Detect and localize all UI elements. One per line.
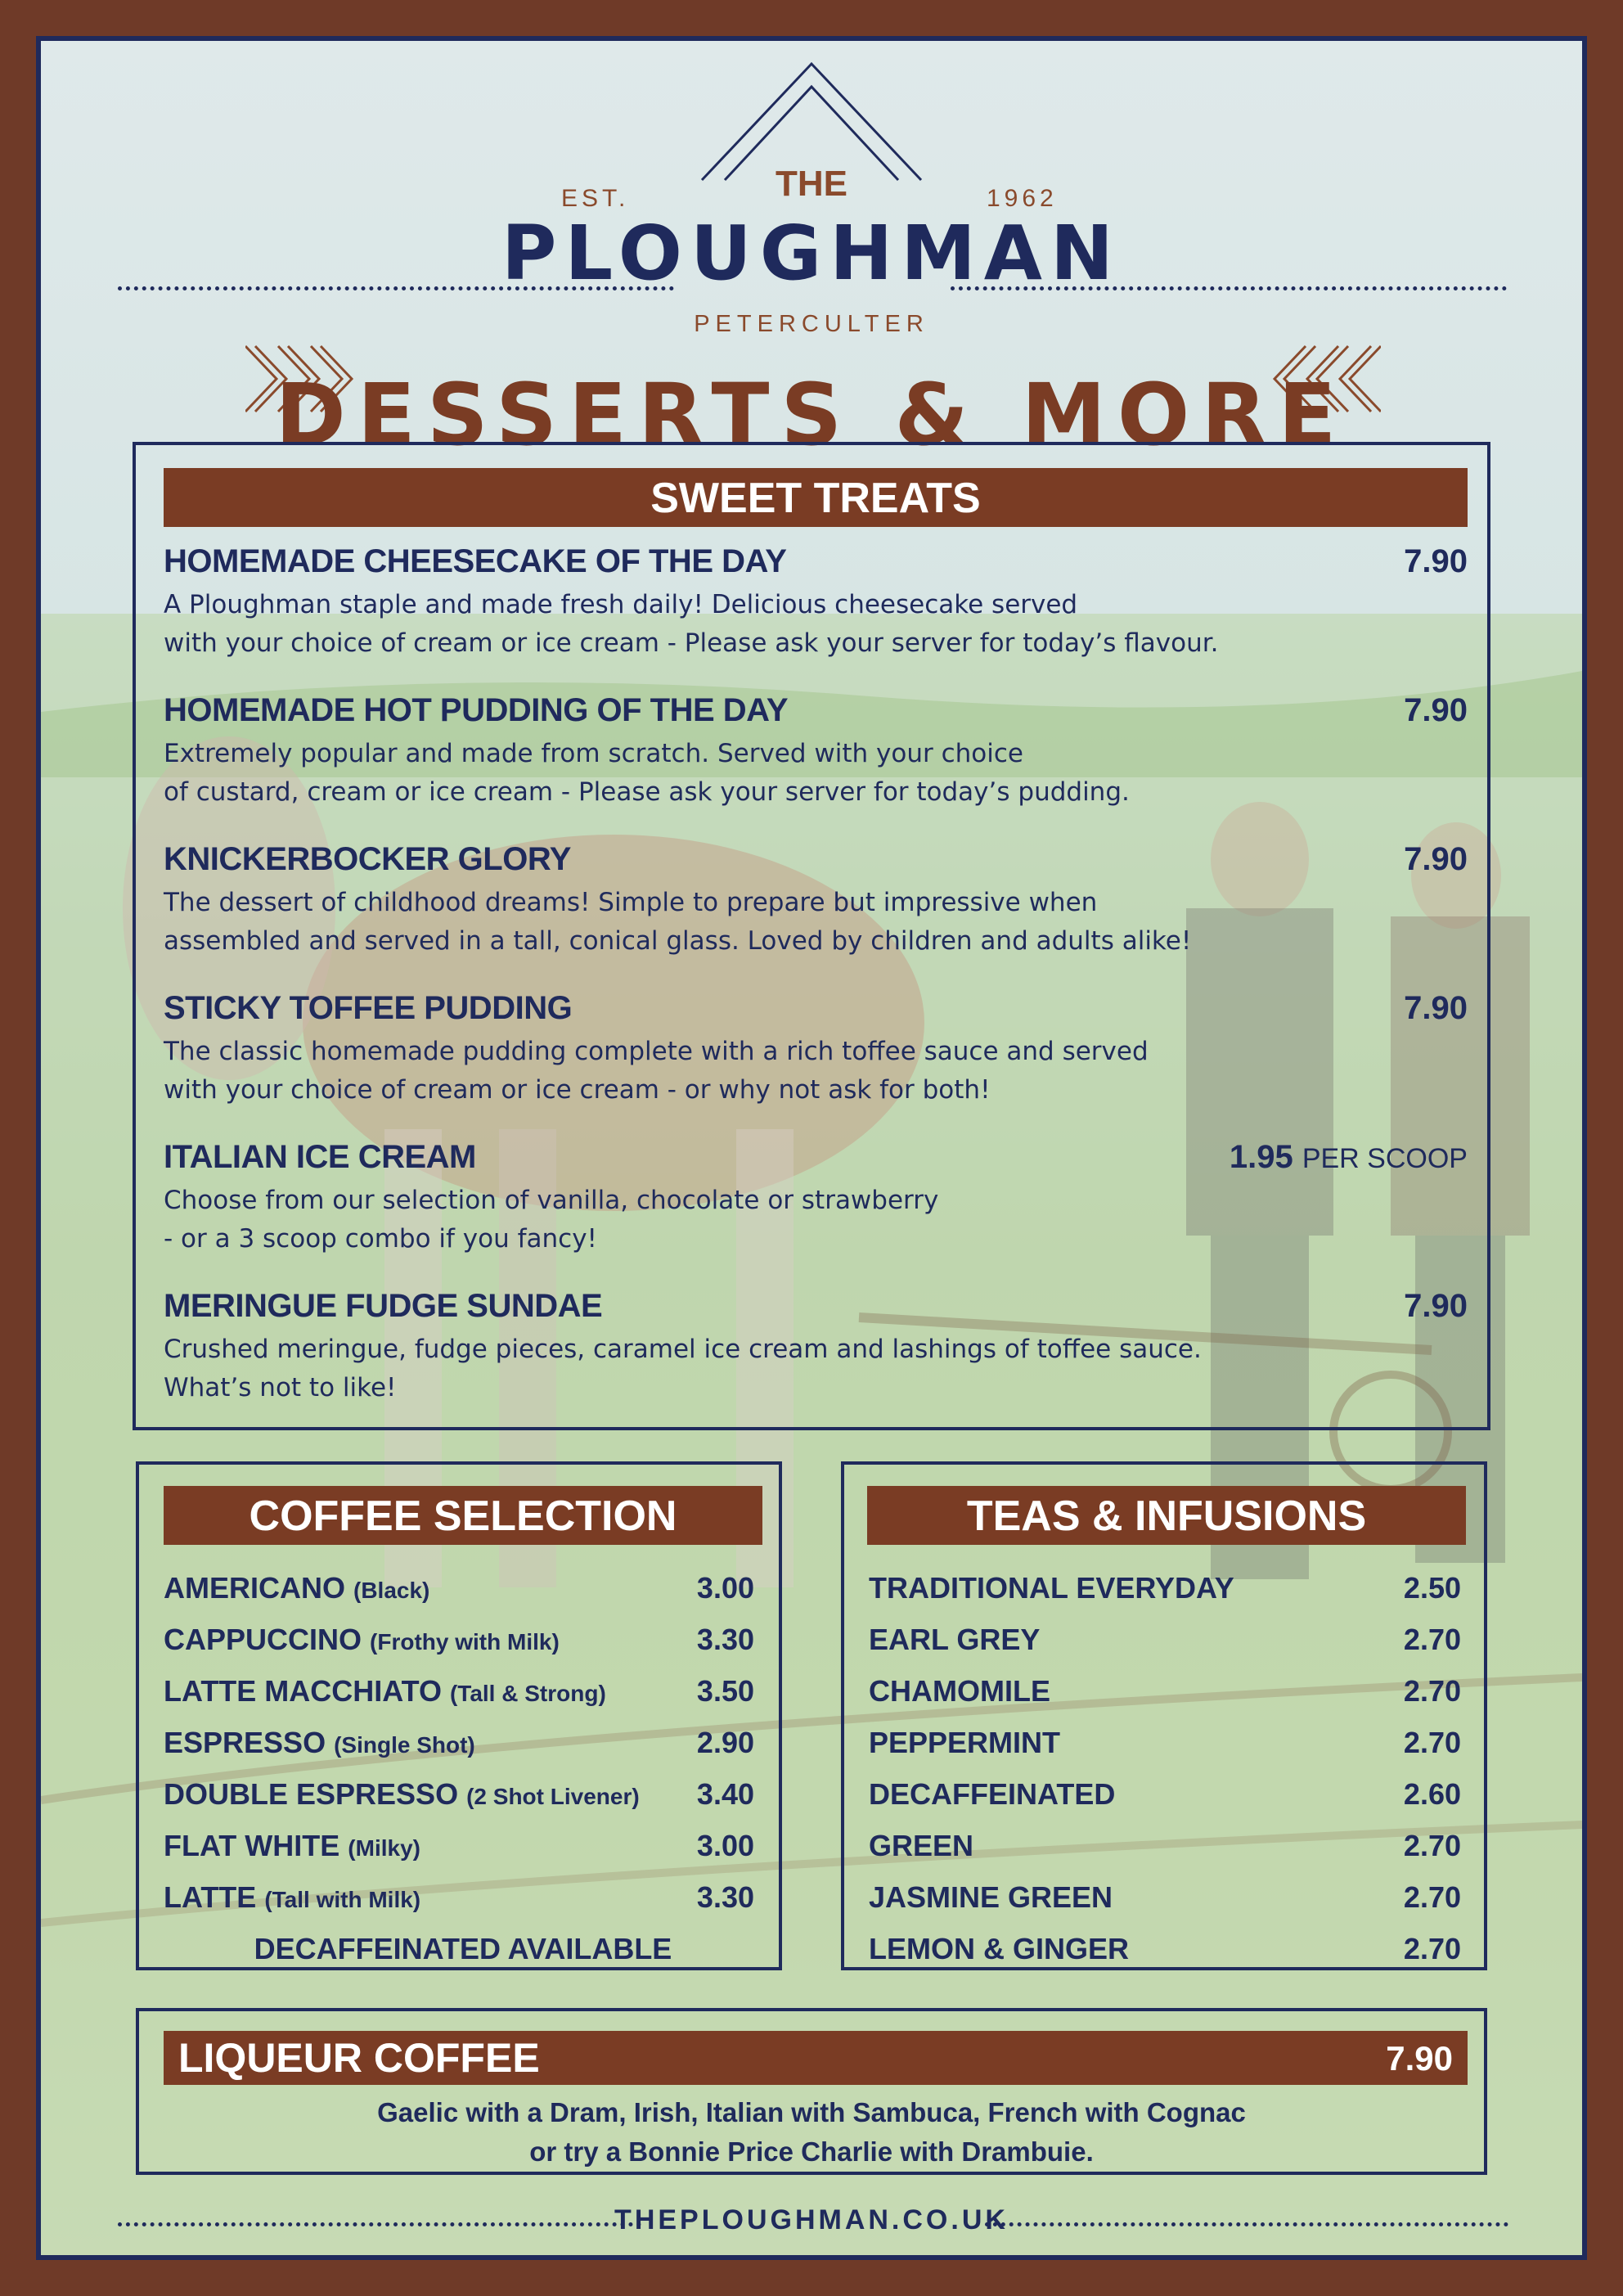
tea-item: JASMINE GREEN — [869, 1880, 1113, 1914]
item-description: The classic homemade pudding complete with a rich toffee sauce and served with your choice of cream or ice cream - or why not ask for both! — [164, 1037, 1149, 1105]
liqueur-heading: LIQUEUR COFFEE — [178, 2035, 540, 2081]
item-price: 7.90 — [1404, 692, 1468, 728]
decaf-note: DECAFFEINATED AVAILABLE — [254, 1932, 672, 1965]
tea-item: DECAFFEINATED — [869, 1777, 1116, 1811]
item-price: 1.95 PER SCOOP — [1229, 1139, 1468, 1175]
tea-price: 2.70 — [1403, 1726, 1461, 1759]
coffee-price: 2.90 — [696, 1726, 754, 1759]
item-name: MERINGUE FUDGE SUNDAE — [164, 1288, 603, 1324]
logo-brand-name: PLOUGHMAN — [501, 209, 1122, 297]
item-name: STICKY TOFFEE PUDDING — [164, 990, 573, 1026]
coffee-price: 3.50 — [696, 1674, 754, 1708]
coffee-price: 3.40 — [696, 1777, 754, 1811]
item-name: KNICKERBOCKER GLORY — [164, 841, 571, 877]
tea-item: LEMON & GINGER — [869, 1932, 1130, 1965]
logo-the: THE — [776, 164, 847, 204]
tea-price: 2.70 — [1403, 1932, 1461, 1965]
menu-page — [36, 36, 1587, 2260]
coffee-item: DOUBLE ESPRESSO (2 Shot Livener) — [164, 1777, 640, 1811]
coffee-price: 3.00 — [696, 1829, 754, 1862]
item-price: 7.90 — [1404, 543, 1468, 579]
coffee-item: ESPRESSO (Single Shot) — [164, 1726, 475, 1759]
coffee-heading: COFFEE SELECTION — [164, 1486, 762, 1545]
item-price: 7.90 — [1404, 990, 1468, 1026]
tea-price: 2.70 — [1403, 1674, 1461, 1708]
coffee-item: LATTE (Tall with Milk) — [164, 1880, 421, 1914]
divider-dotted-left — [118, 286, 674, 290]
item-description: Extremely popular and made from scratch. Served with your choice of custard, cream or ice cream - Please ask your server for today’s pudding. — [164, 739, 1130, 807]
location-label: PETERCULTER — [694, 311, 929, 337]
tea-item: GREEN — [869, 1829, 974, 1862]
established-label: EST. — [561, 185, 630, 212]
teas-heading: TEAS & INFUSIONS — [867, 1486, 1466, 1545]
item-description: The dessert of childhood dreams! Simple to prepare but impressive when assembled and served in a tall, conical glass. Loved by children and adults alike! — [164, 888, 1192, 956]
item-description: Choose from our selection of vanilla, chocolate or strawberry - or a 3 scoop combo if you fancy! — [164, 1186, 939, 1254]
tea-item: PEPPERMINT — [869, 1726, 1061, 1759]
tea-price: 2.70 — [1403, 1880, 1461, 1914]
coffee-price: 3.00 — [696, 1571, 754, 1605]
item-name: HOMEMADE HOT PUDDING OF THE DAY — [164, 692, 789, 728]
item-name: ITALIAN ICE CREAM — [164, 1139, 476, 1175]
coffee-price: 3.30 — [696, 1623, 754, 1656]
tea-price: 2.60 — [1403, 1777, 1461, 1811]
coffee-item: FLAT WHITE (Milky) — [164, 1829, 420, 1862]
established-year: 1962 — [987, 185, 1058, 212]
liqueur-description: Gaelic with a Dram, Irish, Italian with Sambuca, French with Cognac or try a Bonnie Price Charlie with Drambuie. — [377, 2097, 1246, 2167]
tea-price: 2.50 — [1403, 1571, 1461, 1605]
page-title: DESSERTS & MORE — [275, 365, 1348, 465]
item-price: 7.90 — [1404, 1288, 1468, 1324]
tea-item: EARL GREY — [869, 1623, 1041, 1656]
liqueur-price: 7.90 — [1386, 2039, 1453, 2078]
item-name: HOMEMADE CHEESECAKE OF THE DAY — [164, 543, 787, 579]
divider-dotted-right — [951, 286, 1507, 290]
item-price: 7.90 — [1404, 841, 1468, 877]
sweet-treats-heading: SWEET TREATS — [164, 468, 1468, 527]
item-description: Crushed meringue, fudge pieces, caramel ice cream and lashings of toffee sauce. What’s not to like! — [164, 1335, 1202, 1402]
tea-item: TRADITIONAL EVERYDAY — [869, 1571, 1234, 1605]
coffee-item: CAPPUCCINO (Frothy with Milk) — [164, 1623, 560, 1656]
coffee-item: LATTE MACCHIATO (Tall & Strong) — [164, 1674, 606, 1708]
website-link[interactable]: THEPLOUGHMAN.CO.UK — [614, 2204, 1009, 2235]
tea-price: 2.70 — [1403, 1623, 1461, 1656]
tea-price: 2.70 — [1403, 1829, 1461, 1862]
tea-item: CHAMOMILE — [869, 1674, 1050, 1708]
item-description: A Ploughman staple and made fresh daily! Delicious cheesecake served with your choice of cream or ice cream - Please ask your server for today’s flavour. — [164, 590, 1219, 658]
coffee-price: 3.30 — [696, 1880, 754, 1914]
coffee-item: AMERICANO (Black) — [164, 1571, 430, 1605]
